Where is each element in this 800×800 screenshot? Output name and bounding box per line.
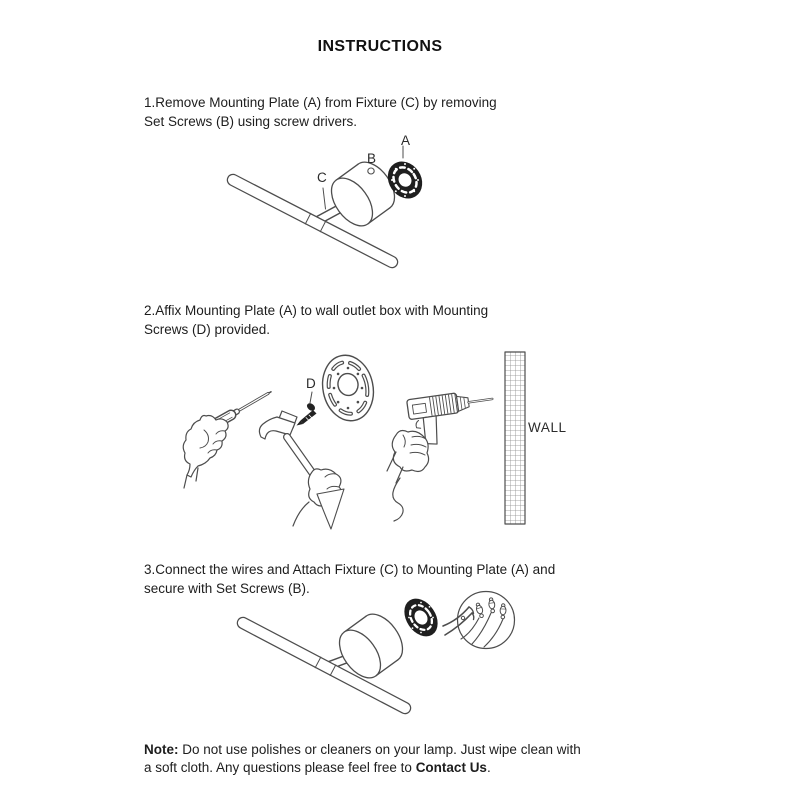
set-screw-b bbox=[368, 168, 374, 174]
fixture-canopy bbox=[323, 155, 403, 233]
hand-with-hammer bbox=[259, 411, 344, 529]
note-text-3: . bbox=[486, 760, 491, 775]
step-3-line-1: 3.Connect the wires and Attach Fixture (C) to Mounting Plate (A) and bbox=[144, 562, 556, 577]
hand-with-screwdriver bbox=[183, 392, 271, 488]
care-note bbox=[144, 741, 581, 777]
label-c-leader-line bbox=[323, 188, 326, 209]
drill-power-cord bbox=[393, 478, 403, 521]
wall-mounting-diagram bbox=[160, 340, 620, 540]
wiring-detail-balloon bbox=[443, 592, 515, 649]
part-label-d: D bbox=[306, 376, 316, 391]
part-label-c: C bbox=[317, 170, 327, 185]
wall-label: WALL bbox=[528, 420, 567, 435]
wall-cross-section bbox=[505, 352, 525, 524]
mounting-plate-large bbox=[317, 351, 380, 426]
note-text-2: a soft cloth. Any questions please feel free to bbox=[144, 760, 412, 775]
part-label-b: B bbox=[367, 151, 377, 166]
contact-us-link[interactable]: Contact Us bbox=[415, 760, 487, 775]
fixture-removal-diagram bbox=[210, 125, 510, 290]
step-3-line-2: secure with Set Screws (B). bbox=[144, 580, 310, 596]
mounting-plate-a bbox=[398, 593, 444, 642]
page-title: INSTRUCTIONS bbox=[317, 38, 443, 55]
fixture-attachment-diagram bbox=[230, 588, 530, 728]
care-note-line-1 bbox=[144, 741, 581, 759]
note-label: Note: bbox=[144, 742, 179, 757]
step-2-text bbox=[144, 302, 488, 339]
part-label-a: A bbox=[401, 133, 411, 148]
step-1-line-2: Set Screws (B) using screw drivers. bbox=[144, 113, 358, 129]
step-2-line-1: 2.Affix Mounting Plate (A) to wall outlet box with Mounting bbox=[144, 303, 489, 318]
note-text-1: Do not use polishes or cleaners on your lamp. Just wipe clean with bbox=[182, 742, 581, 757]
hand-with-drill bbox=[387, 388, 497, 521]
step-2-line-2: Screws (D) provided. bbox=[144, 321, 271, 337]
step-1-line-1: 1.Remove Mounting Plate (A) from Fixture (C) by removing bbox=[144, 95, 497, 110]
care-note-line-2 bbox=[144, 759, 581, 777]
mounting-screw-d bbox=[297, 392, 317, 426]
